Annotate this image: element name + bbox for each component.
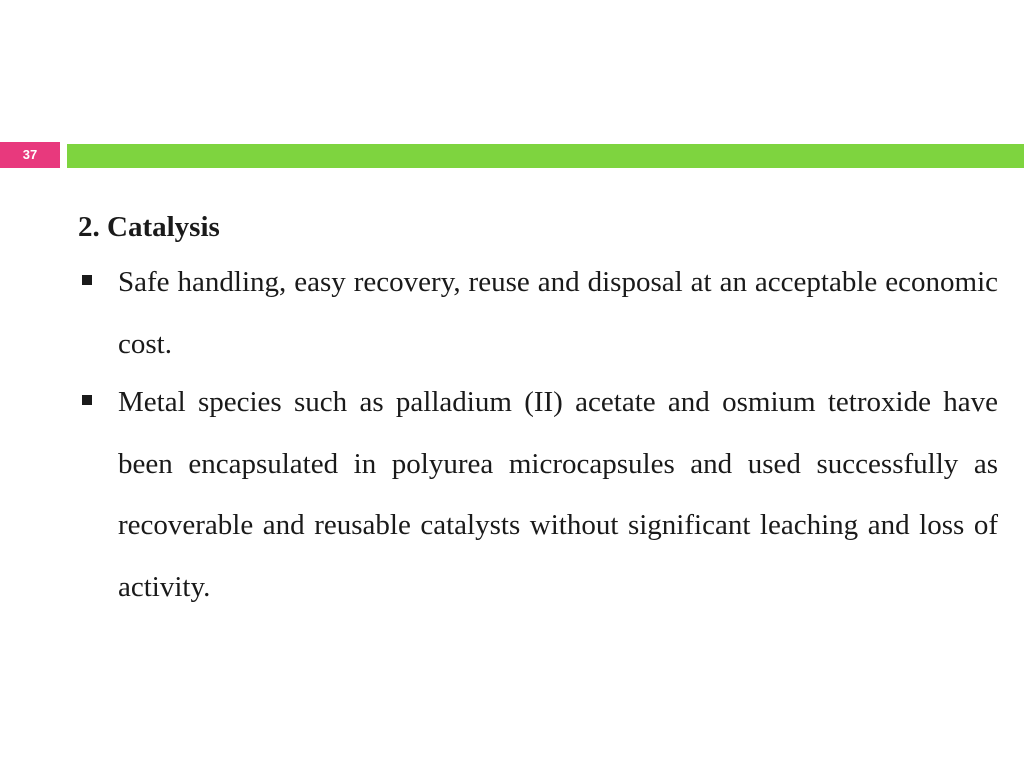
bullet-item bbox=[78, 372, 998, 618]
bullet-text: Metal species such as palladium (II) acetate and osmium tetroxide have been encapsulated in polyurea microcapsules and used successfully as recoverable and reusable catalysts without significant leaching and loss of activity. bbox=[118, 386, 998, 603]
square-bullet-icon bbox=[82, 395, 92, 405]
slide-content bbox=[78, 205, 998, 618]
bullet-item bbox=[78, 252, 998, 375]
header-accent-bar bbox=[67, 144, 1024, 168]
slide-number-text: 37 bbox=[22, 147, 38, 162]
bullet-text: Safe handling, easy recovery, reuse and disposal at an acceptable economic cost. bbox=[118, 266, 998, 360]
bullet-list bbox=[78, 252, 998, 618]
slide-number-badge bbox=[0, 142, 60, 168]
section-heading: 2. Catalysis bbox=[78, 211, 220, 243]
square-bullet-icon bbox=[82, 275, 92, 285]
